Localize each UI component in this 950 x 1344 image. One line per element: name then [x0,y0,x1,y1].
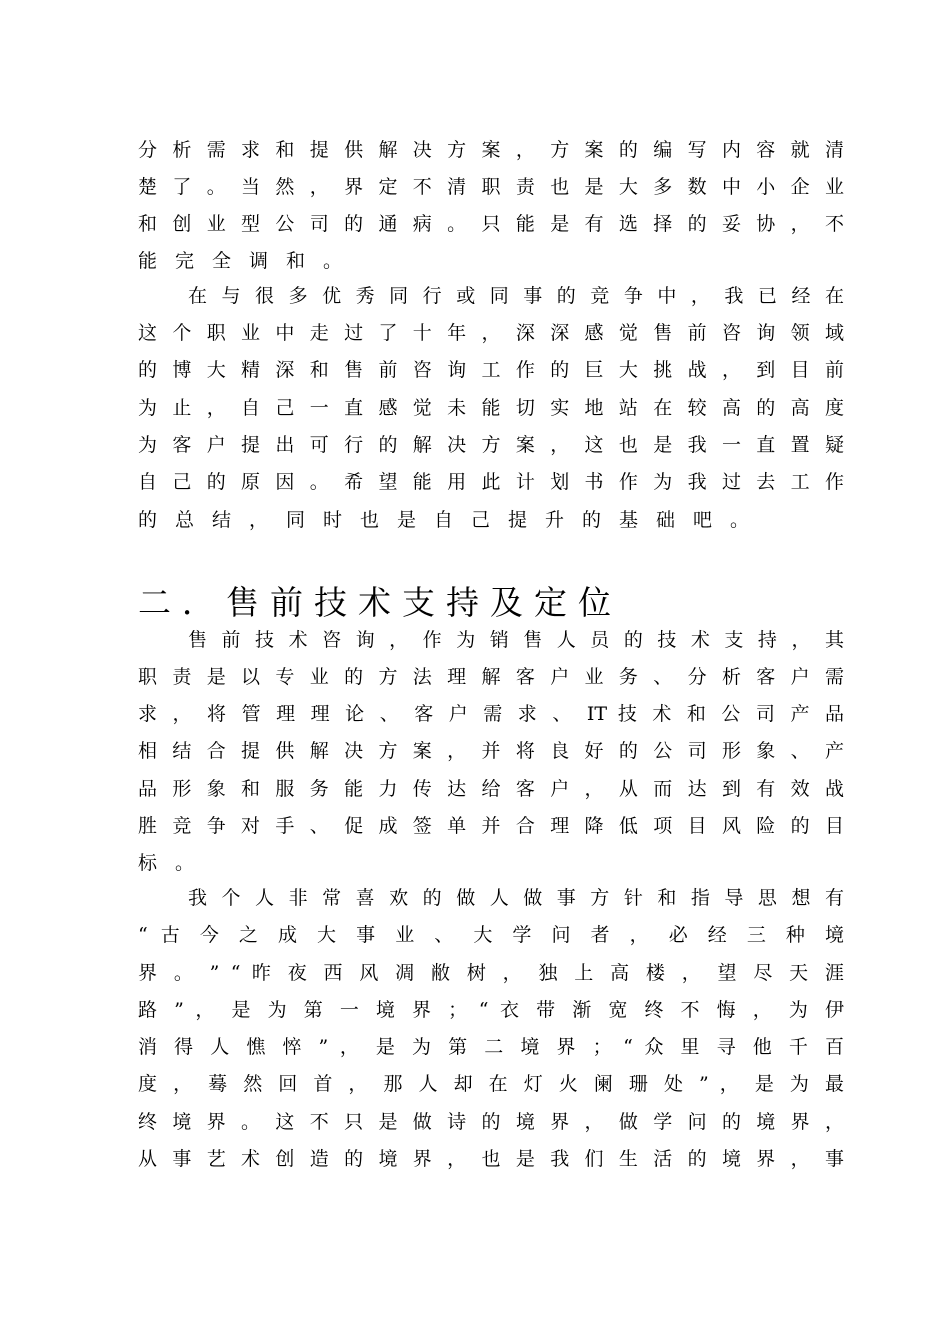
section-paragraph-2-line-4: 路 ” ， 是 为 第 一 境 界 ； “ 衣 带 渐 宽 终 不 悔 ， 为 伊 [138,999,844,1021]
paragraph-1-line-4: 能完全调和。 [138,250,361,272]
section-paragraph-1-line-1: 售 前 技 术 咨 询 ， 作 为 销 售 人 员 的 技 术 支 持 ， 其 [188,629,844,651]
paragraph-2-line-6: 自 己 的 原 因 。 希 望 能 用 此 计 划 书 作 为 我 过 去 工 作 [138,471,844,493]
section-paragraph-1-line-7: 标。 [138,852,213,874]
paragraph-2-line-2: 这 个 职 业 中 走 过 了 十 年 ， 深 深 感 觉 售 前 咨 询 领 域 [138,322,844,344]
section-paragraph-2-line-6: 度 ， 蓦 然 回 首 ， 那 人 却 在 灯 火 阑 珊 处 ” ， 是 为 最 [138,1073,844,1095]
section-paragraph-1-line-2: 职 责 是 以 专 业 的 方 法 理 解 客 户 业 务 、 分 析 客 户 需 [138,666,844,688]
paragraph-2-line-4: 为 止 ， 自 己 一 直 感 觉 未 能 切 实 地 站 在 较 高 的 高 度 [138,397,844,419]
section-paragraph-1-line-6: 胜 竞 争 对 手 、 促 成 签 单 并 合 理 降 低 项 目 风 险 的 目 [138,815,844,837]
paragraph-1-line-1: 分 析 需 求 和 提 供 解 决 方 案 ， 方 案 的 编 写 内 容 就 清 [138,139,844,161]
section-paragraph-1-line-5: 品 形 象 和 服 务 能 力 传 达 给 客 户 ， 从 而 达 到 有 效 战 [138,778,844,800]
paragraph-2-line-7: 的总结，同时也是自己提升的基础吧。 [138,509,768,531]
paragraph-1-line-2: 楚 了 。 当 然 ， 界 定 不 清 职 责 也 是 大 多 数 中 小 企 业 [138,176,844,198]
section-paragraph-2-line-2: “ 古 今 之 成 大 事 业 、 大 学 问 者 ， 必 经 三 种 境 [138,924,844,946]
section-paragraph-1-line-4: 相 结 合 提 供 解 决 方 案 ， 并 将 良 好 的 公 司 形 象 、 产 [138,740,844,762]
section-paragraph-2-line-3: 界 。 ” “ 昨 夜 西 风 凋 敝 树 ， 独 上 高 楼 ， 望 尽 天 涯 [138,962,844,984]
section-heading: 二．售前技术支持及定位 [138,583,622,622]
section-paragraph-2-line-1: 我 个 人 非 常 喜 欢 的 做 人 做 事 方 针 和 指 导 思 想 有 [188,887,844,909]
paragraph-2-line-1: 在 与 很 多 优 秀 同 行 或 同 事 的 竞 争 中 ， 我 已 经 在 [188,285,844,307]
paragraph-1-line-3: 和 创 业 型 公 司 的 通 病 。 只 能 是 有 选 择 的 妥 协 ， 不 [138,213,844,235]
section-paragraph-2-line-7: 终 境 界 。 这 不 只 是 做 诗 的 境 界 ， 做 学 问 的 境 界 ， [138,1111,844,1133]
section-paragraph-1-line-3: 求 ， 将 管 理 理 论 、 客 户 需 求 、 IT 技 术 和 公 司 产 品 [138,703,844,725]
paragraph-2-line-3: 的 博 大 精 深 和 售 前 咨 询 工 作 的 巨 大 挑 战 ， 到 目 前 [138,359,844,381]
section-paragraph-2-line-5: 消 得 人 憔 悴 ” ， 是 为 第 二 境 界 ； “ 众 里 寻 他 千 百 [138,1036,844,1058]
paragraph-2-line-5: 为 客 户 提 出 可 行 的 解 决 方 案 ， 这 也 是 我 一 直 置 疑 [138,434,844,456]
section-paragraph-2-line-8: 从 事 艺 术 创 造 的 境 界 ， 也 是 我 们 生 活 的 境 界 ， 事 [138,1148,844,1170]
